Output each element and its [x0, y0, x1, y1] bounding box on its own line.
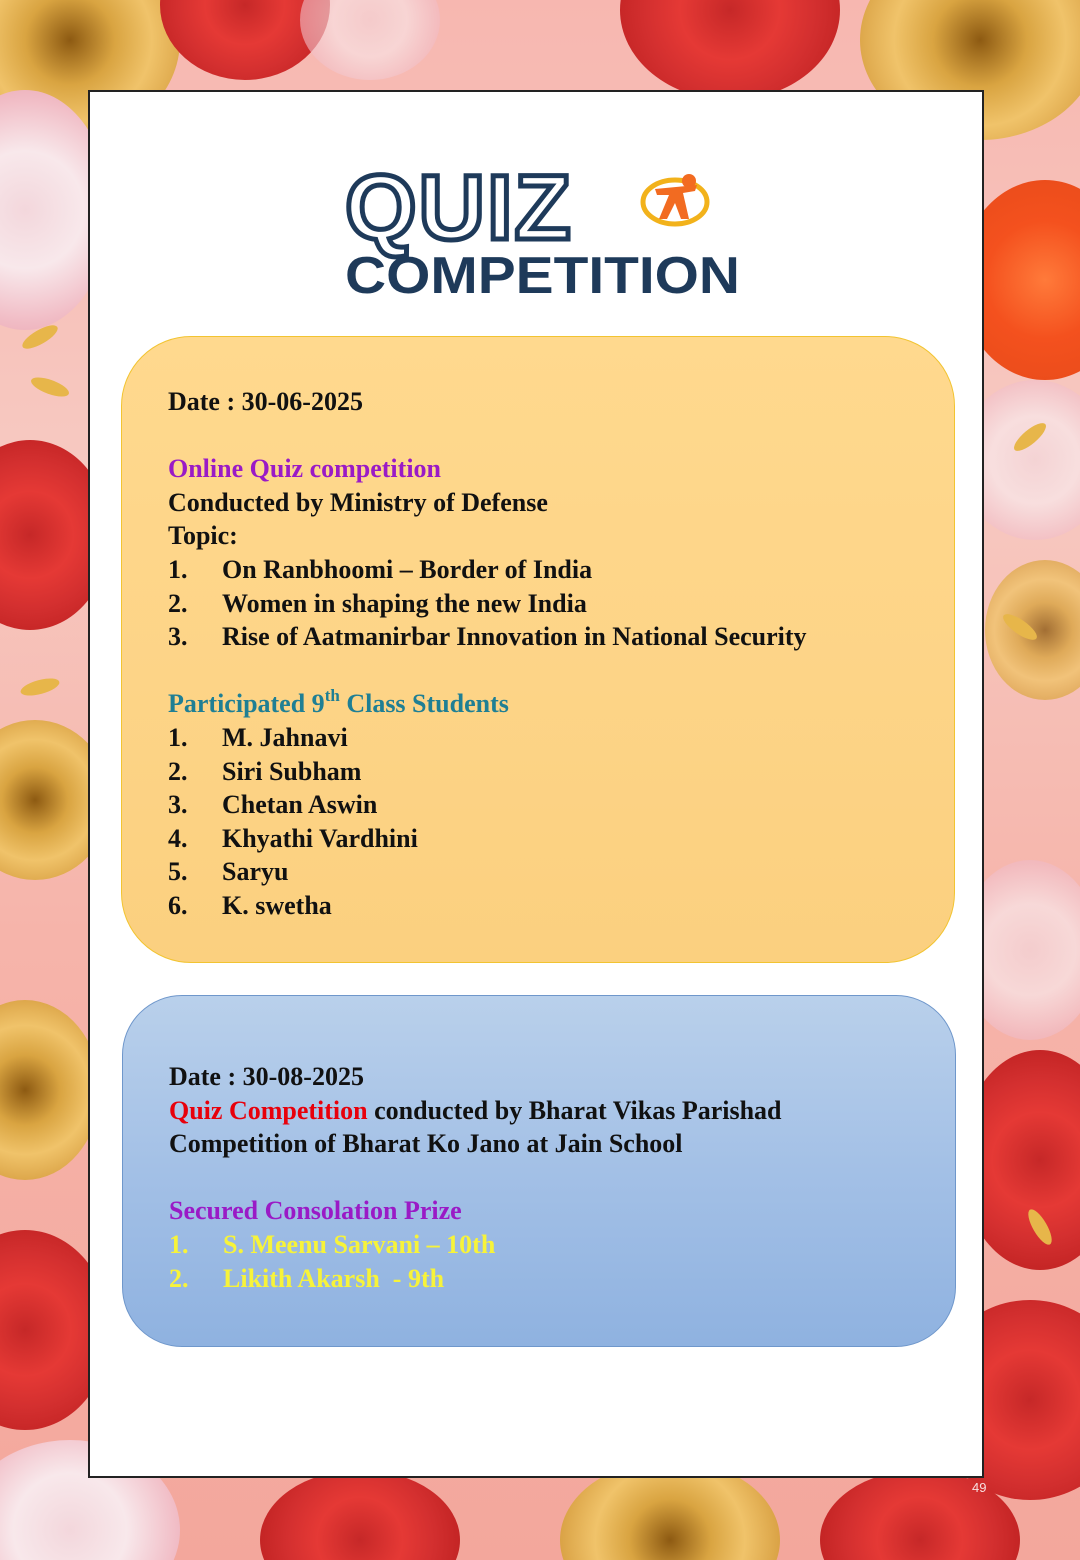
gold-flower	[0, 1000, 100, 1180]
leaf	[19, 675, 61, 699]
list-item: 5. Saryu	[168, 857, 289, 887]
logo-subtitle: COMPETITION	[345, 247, 740, 302]
prize-heading: Secured Consolation Prize	[169, 1196, 462, 1226]
leaf	[29, 374, 71, 401]
list-item: 6. K. swetha	[168, 890, 332, 920]
red-flower	[620, 0, 840, 100]
page-number: 49	[972, 1480, 987, 1495]
event2-subtitle: Competition of Bharat Ko Jano at Jain School	[169, 1129, 683, 1159]
event2-date: Date : 30-08-2025	[169, 1062, 364, 1091]
list-item: 2. Likith Akarsh - 9th	[169, 1263, 445, 1293]
event-card-bharat-ko-jano	[122, 995, 956, 1347]
document-page	[88, 90, 984, 1478]
list-item: 1. M. Jahnavi	[168, 722, 348, 752]
quiz-competition-logo	[345, 167, 755, 302]
list-item: 3. Rise of Aatmanirbar Innovation in National Security	[168, 622, 807, 652]
pink-flower	[300, 0, 440, 80]
event-card-online-quiz	[121, 336, 955, 963]
event2-title: Quiz Competition conducted by Bharat Vikas Parishad	[169, 1095, 782, 1125]
event1-topic-label: Topic:	[168, 521, 238, 551]
winner-list	[169, 1228, 909, 1295]
list-item: 1. S. Meenu Sarvani – 10th	[169, 1229, 496, 1259]
event1-date: Date : 30-06-2025	[168, 387, 363, 416]
list-item: 2. Women in shaping the new India	[168, 588, 587, 618]
participant-list	[168, 721, 908, 923]
list-item: 3. Chetan Aswin	[168, 790, 378, 820]
topic-list	[168, 553, 908, 654]
event1-conducted-by: Conducted by Ministry of Defense	[168, 487, 548, 517]
red-flower	[260, 1470, 460, 1560]
list-item: 2. Siri Subham	[168, 756, 362, 786]
event1-heading: Online Quiz competition	[168, 454, 441, 484]
participants-heading: Participated 9th Class Students	[168, 685, 509, 719]
list-item: 1. On Ranbhoomi – Border of India	[168, 554, 593, 584]
list-item: 4. Khyathi Vardhini	[168, 823, 418, 853]
logo-quiz-word: QUIZ	[345, 167, 573, 259]
